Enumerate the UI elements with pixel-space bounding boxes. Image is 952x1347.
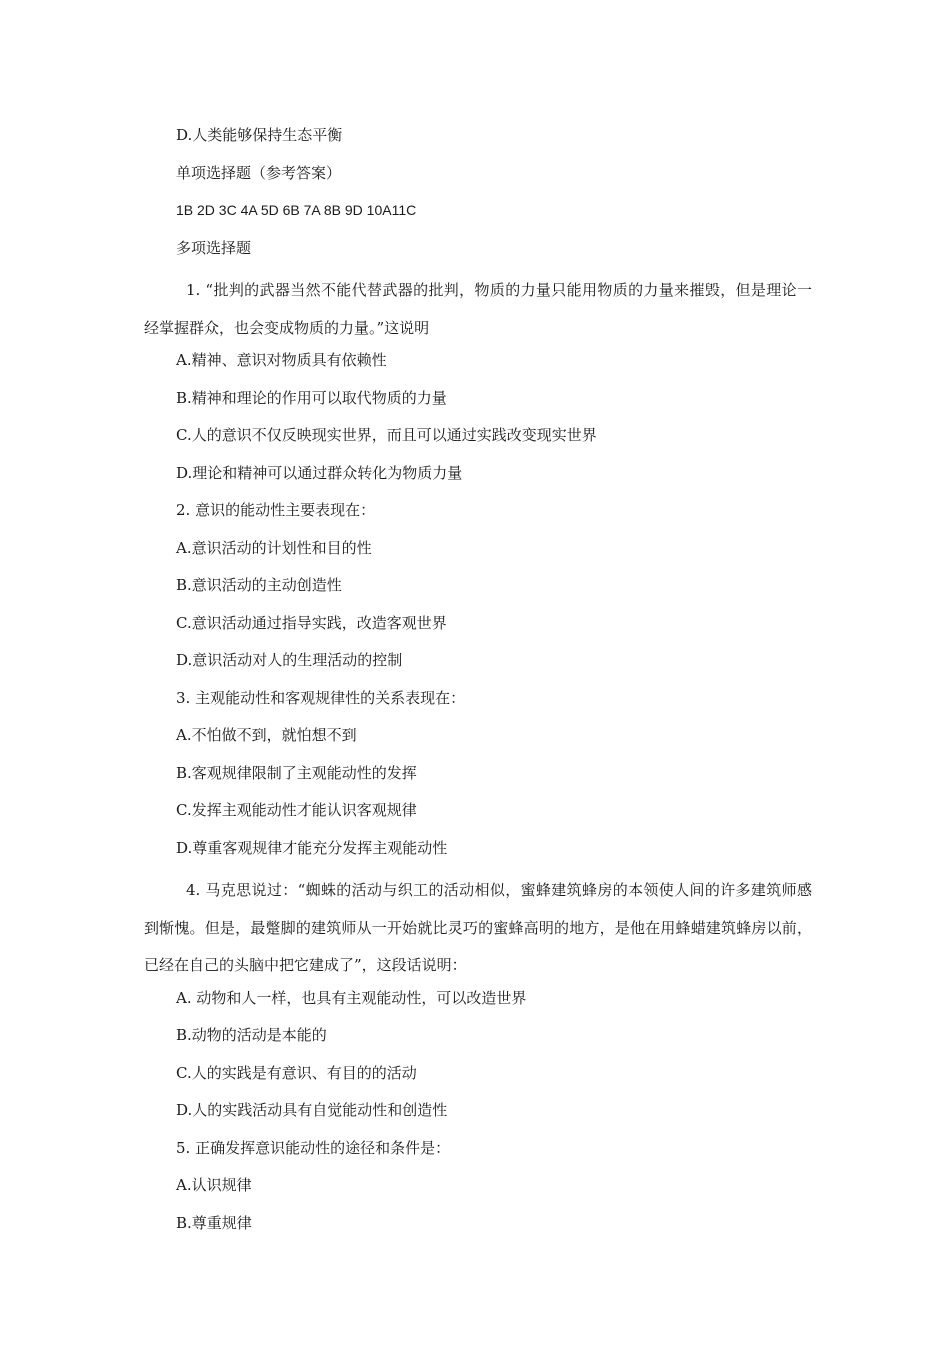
question-3-stem: 3. 主观能动性和客观规律性的关系表现在： bbox=[176, 688, 466, 707]
question-1-option-a: A.精神、意识对物质具有依赖性 bbox=[176, 351, 387, 369]
question-4-option-b: B.动物的活动是本能的 bbox=[176, 1026, 327, 1044]
question-2-option-a: A.意识活动的计划性和目的性 bbox=[176, 538, 372, 557]
question-5-option-a: A.认识规律 bbox=[176, 1176, 252, 1194]
question-3-option-b: B.客观规律限制了主观能动性的发挥 bbox=[176, 763, 417, 782]
question-3-option-a: A.不怕做不到，就怕想不到 bbox=[176, 726, 357, 744]
question-2-option-c: C.意识活动通过指导实践，改造客观世界 bbox=[176, 613, 447, 632]
question-1-stem: 1. “批判的武器当然不能代替武器的批判，物质的力量只能用物质的力量来摧毁，但是理论一经掌握群众，也会变成物质的力量。”这说明 bbox=[144, 281, 812, 337]
question-2-stem: 2. 意识的能动性主要表现在： bbox=[176, 501, 376, 519]
question-4-stem: 4. 马克思说过：“蜘蛛的活动与织工的活动相似，蜜蜂建筑蜂房的本领使人间的许多建筑师感到惭愧。但是，最蹩脚的建筑师从一开始就比灵巧的蜜蜂高明的地方，是他在用蜂蜡建筑蜂房以前，已经在自己的头脑中把它建成了”，这段话说明： bbox=[144, 881, 812, 974]
section-heading-single-choice-answers: 单项选择题（参考答案） bbox=[176, 163, 342, 182]
question-4-option-a: A. 动物和人一样，也具有主观能动性，可以改造世界 bbox=[176, 988, 527, 1007]
answer-key: 1B 2D 3C 4A 5D 6B 7A 8B 9D 10A11C bbox=[176, 202, 417, 218]
section-heading-multiple-choice: 多项选择题 bbox=[176, 238, 252, 257]
option-line: D.人类能够保持生态平衡 bbox=[176, 126, 343, 144]
question-4-option-d: D.人的实践活动具有自觉能动性和创造性 bbox=[176, 1101, 448, 1119]
document-body bbox=[144, 122, 812, 1247]
question-2-option-d: D.意识活动对人的生理活动的控制 bbox=[176, 651, 403, 669]
question-2-option-b: B.意识活动的主动创造性 bbox=[176, 576, 342, 594]
question-5-stem: 5. 正确发挥意识能动性的途径和条件是： bbox=[176, 1138, 451, 1157]
question-1-option-d: D.理论和精神可以通过群众转化为物质力量 bbox=[176, 463, 463, 482]
question-1-option-c: C.人的意识不仅反映现实世界，而且可以通过实践改变现实世界 bbox=[176, 426, 597, 444]
question-4-option-c: C.人的实践是有意识、有目的的活动 bbox=[176, 1063, 417, 1082]
question-3-option-c: C.发挥主观能动性才能认识客观规律 bbox=[176, 801, 417, 819]
question-5-option-b: B.尊重规律 bbox=[176, 1213, 252, 1232]
question-3-option-d: D.尊重客观规律才能充分发挥主观能动性 bbox=[176, 838, 448, 857]
question-1-option-b: B.精神和理论的作用可以取代物质的力量 bbox=[176, 388, 447, 407]
